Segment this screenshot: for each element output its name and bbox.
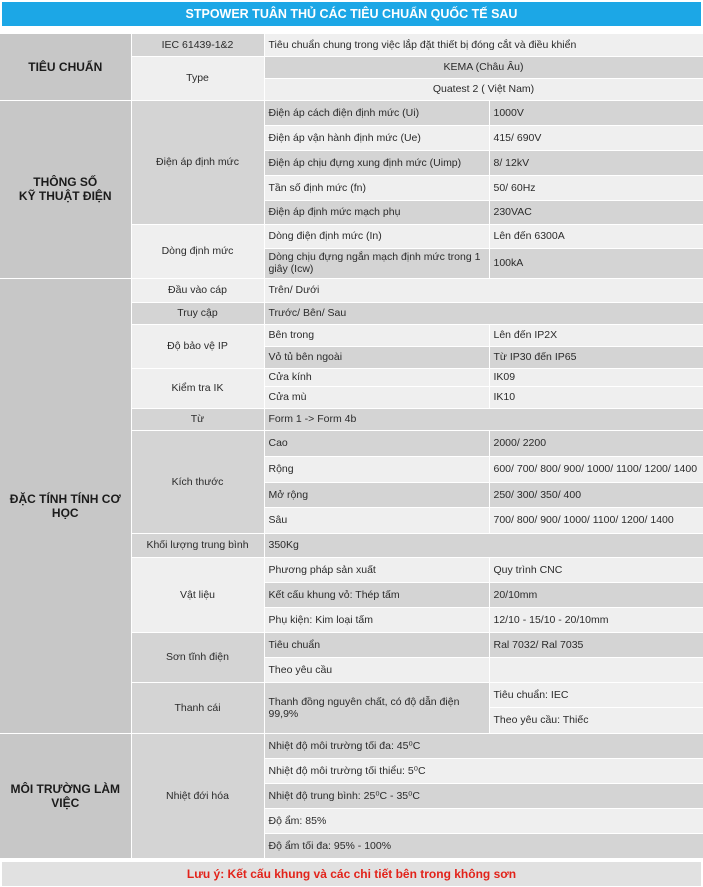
busbar-value: Tiêu chuẩn: IEC	[490, 683, 703, 708]
environment-item: Độ ẩm: 85%	[264, 808, 703, 833]
current-value: Lên đến 6300A	[489, 224, 703, 248]
voltage-value: 230VAC	[489, 200, 703, 224]
busbar-value: Theo yêu cầu: Thiếc	[490, 708, 703, 733]
ik-name: Cửa kính	[264, 368, 489, 386]
size-name: Mở rộng	[264, 482, 489, 507]
ip-value: Lên đến IP2X	[489, 324, 703, 346]
voltage-name: Điện áp cách điện định mức (Ui)	[264, 100, 489, 125]
climate-label: Nhiệt đới hóa	[131, 733, 264, 858]
kema-cert: KEMA (Châu Âu)	[264, 56, 703, 78]
material-value: 20/10mm	[489, 582, 703, 607]
busbar-label: Thanh cái	[131, 682, 264, 733]
spec-table	[0, 34, 703, 859]
voltage-value: 50/ 60Hz	[489, 175, 703, 200]
environment-item: Nhiệt độ trung bình: 25⁰C - 35⁰C	[264, 783, 703, 808]
current-name: Dòng điện định mức (In)	[264, 224, 489, 248]
category-mechanical: ĐẶC TÍNH TÍNH CƠ HỌC	[0, 278, 131, 733]
current-name: Dòng chịu đựng ngắn mạch định mức trong 1 giây (Icw)	[264, 248, 489, 278]
access-label: Truy cập	[131, 302, 264, 324]
material-value: 12/10 - 15/10 - 20/10mm	[489, 607, 703, 632]
ik-value: IK09	[489, 368, 703, 386]
weight-value: 350Kg	[264, 533, 703, 557]
type-label: Type	[131, 56, 264, 100]
size-value: 2000/ 2200	[489, 430, 703, 456]
category-standards: TIÊU CHUẨN	[0, 34, 131, 100]
size-value: 600/ 700/ 800/ 900/ 1000/ 1100/ 1200/ 1400	[489, 456, 703, 482]
material-value: Quy trình CNC	[489, 557, 703, 582]
iec-standard: IEC 61439-1&2	[131, 34, 264, 56]
voltage-name: Tần số định mức (fn)	[264, 175, 489, 200]
material-name: Phương pháp sản xuất	[264, 557, 489, 582]
size-label: Kích thước	[131, 430, 264, 533]
paint-name: Tiêu chuẩn	[264, 632, 489, 657]
voltage-name: Điện áp chịu đựng xung định mức (Uimp)	[264, 150, 489, 175]
quatest-cert: Quatest 2 ( Việt Nam)	[264, 78, 703, 100]
busbar-description: Thanh đồng nguyên chất, có độ dẫn điện 99,9%	[264, 682, 489, 733]
table-title: STPOWER TUÂN THỦ CÁC TIÊU CHUẨN QUỐC TẾ SAU	[2, 2, 701, 26]
iec-description: Tiêu chuẩn chung trong việc lắp đặt thiết bị đóng cắt và điều khiển	[264, 34, 703, 56]
size-name: Sâu	[264, 507, 489, 533]
category-electrical: THÔNG SỐ KỸ THUẬT ĐIỆN	[0, 100, 131, 278]
category-environment: MÔI TRƯỜNG LÀM VIỆC	[0, 733, 131, 858]
form-label: Từ	[131, 408, 264, 430]
ik-name: Cửa mù	[264, 386, 489, 408]
ip-name: Vỏ tủ bên ngoài	[264, 346, 489, 368]
environment-item: Nhiệt độ môi trường tối đa: 45⁰C	[264, 733, 703, 758]
ip-label: Độ bảo vệ IP	[131, 324, 264, 368]
form-value: Form 1 -> Form 4b	[264, 408, 703, 430]
size-value: 250/ 300/ 350/ 400	[489, 482, 703, 507]
current-value: 100kA	[489, 248, 703, 278]
size-name: Rộng	[264, 456, 489, 482]
cable-input-label: Đầu vào cáp	[131, 278, 264, 302]
current-label: Dòng định mức	[131, 224, 264, 278]
size-name: Cao	[264, 430, 489, 456]
paint-label: Sơn tĩnh điện	[131, 632, 264, 682]
ip-name: Bên trong	[264, 324, 489, 346]
size-value: 700/ 800/ 900/ 1000/ 1100/ 1200/ 1400	[489, 507, 703, 533]
voltage-value: 8/ 12kV	[489, 150, 703, 175]
material-name: Kết cấu khung vỏ: Thép tấm	[264, 582, 489, 607]
voltage-name: Điện áp vận hành định mức (Ue)	[264, 125, 489, 150]
environment-item: Độ ẩm tối đa: 95% - 100%	[264, 833, 703, 858]
voltage-value: 415/ 690V	[489, 125, 703, 150]
paint-value: Ral 7032/ Ral 7035	[489, 632, 703, 657]
environment-item: Nhiệt độ môi trường tối thiểu: 5⁰C	[264, 758, 703, 783]
weight-label: Khối lượng trung bình	[131, 533, 264, 557]
ik-label: Kiểm tra IK	[131, 368, 264, 408]
voltage-value: 1000V	[489, 100, 703, 125]
ik-value: IK10	[489, 386, 703, 408]
paint-value	[489, 657, 703, 682]
access-value: Trước/ Bên/ Sau	[264, 302, 703, 324]
paint-name: Theo yêu cầu	[264, 657, 489, 682]
voltage-name: Điện áp định mức mạch phụ	[264, 200, 489, 224]
voltage-label: Điện áp định mức	[131, 100, 264, 224]
footnote: Lưu ý: Kết cấu khung và các chi tiết bên trong không sơn	[2, 862, 701, 886]
material-label: Vật liệu	[131, 557, 264, 632]
cable-input-value: Trên/ Dưới	[264, 278, 703, 302]
ip-value: Từ IP30 đến IP65	[489, 346, 703, 368]
material-name: Phụ kiện: Kim loại tấm	[264, 607, 489, 632]
